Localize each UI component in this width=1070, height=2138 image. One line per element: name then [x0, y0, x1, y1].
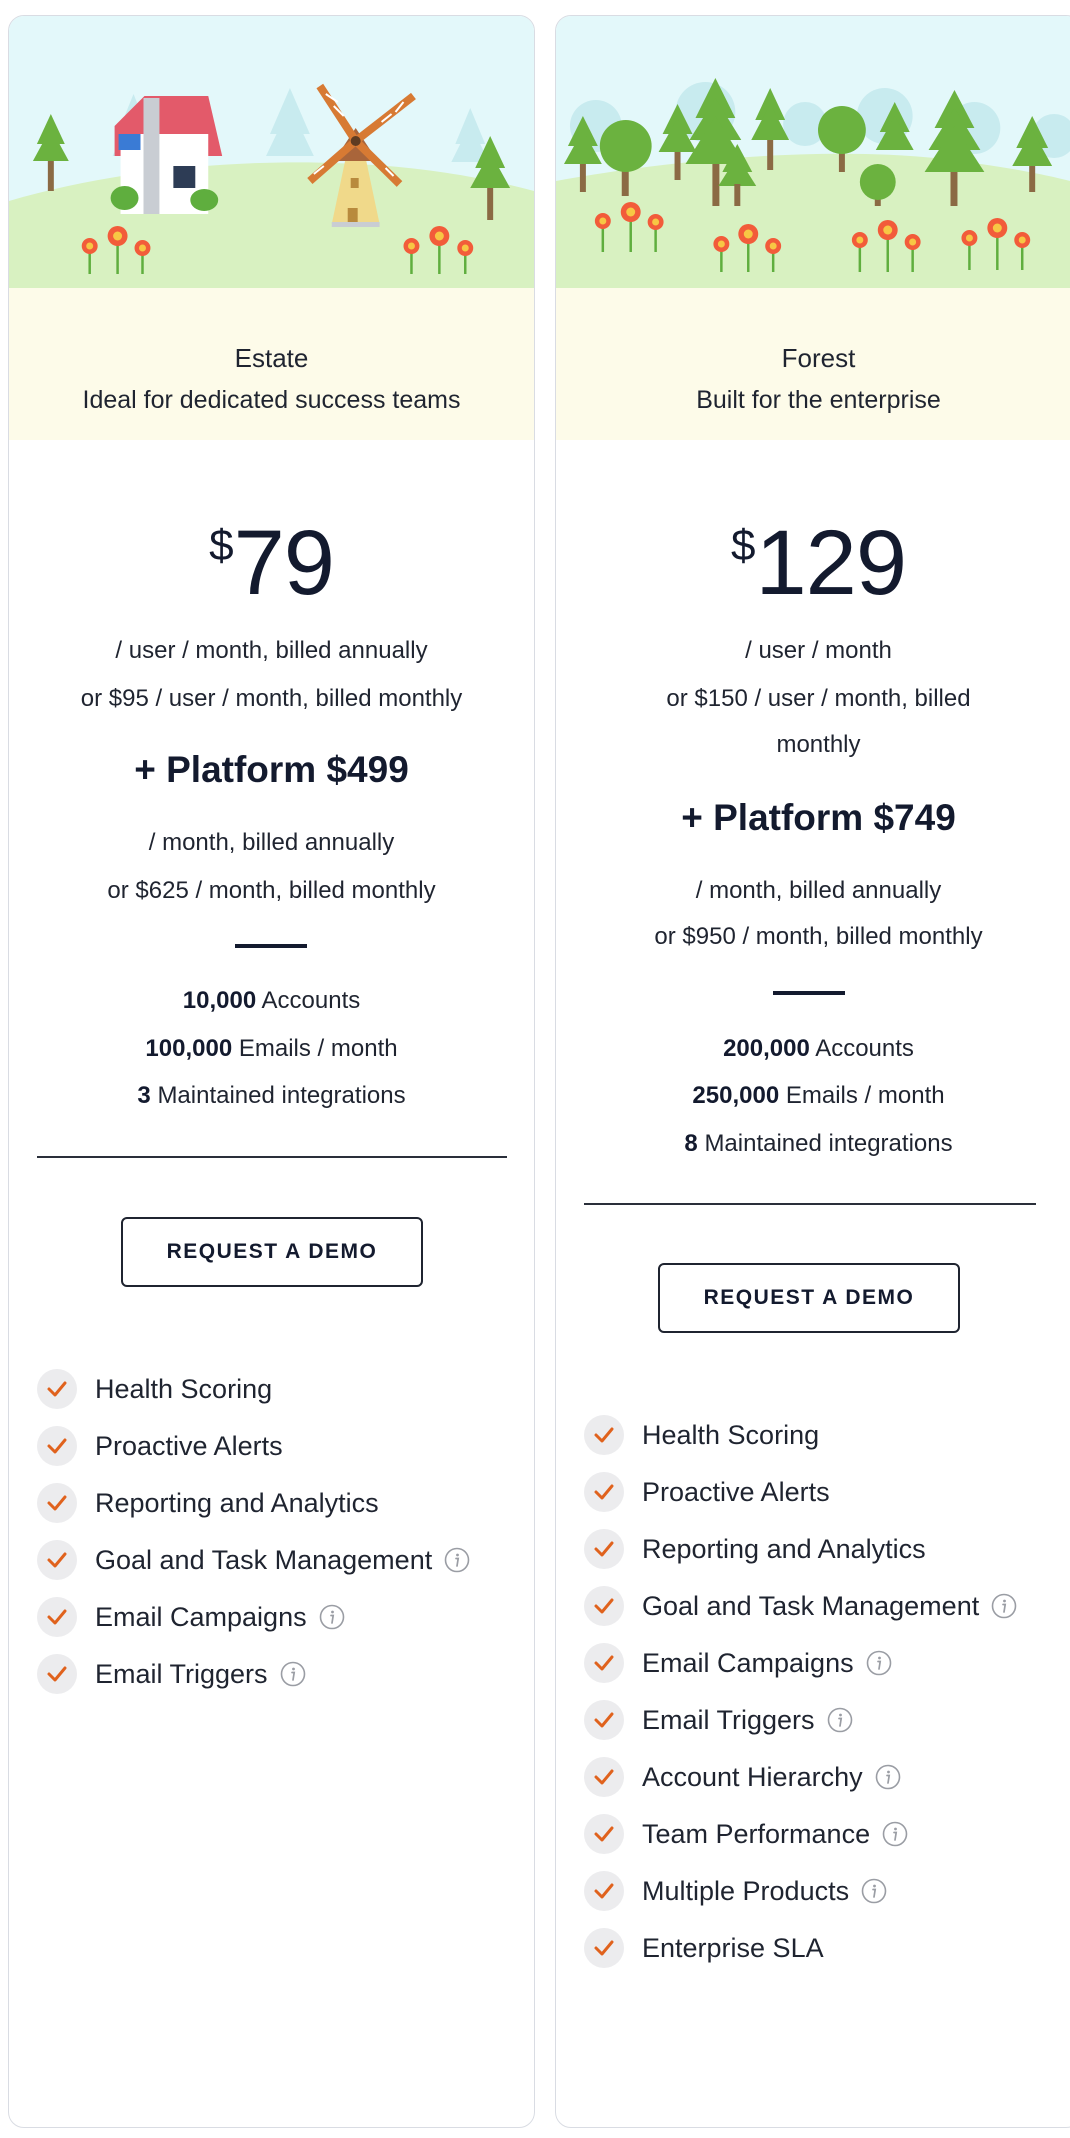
price-amount: 79 — [233, 512, 334, 614]
plan-name: Forest — [781, 343, 856, 373]
plan-price — [556, 511, 1070, 616]
stat-integrations: 3 Maintained integrations — [137, 1082, 406, 1109]
request-demo-button[interactable]: REQUEST A DEMO — [658, 1263, 960, 1333]
section-divider-short — [235, 944, 307, 948]
price-amount: 129 — [755, 512, 906, 614]
price-currency: $ — [731, 521, 756, 570]
feature-item — [584, 1698, 853, 1742]
stat-emails: 250,000 Emails / month — [692, 1082, 945, 1109]
feature-item — [584, 1527, 926, 1571]
check-icon — [584, 1757, 624, 1797]
check-icon — [37, 1540, 77, 1580]
feature-item — [584, 1641, 892, 1685]
section-divider-short — [773, 991, 845, 995]
check-icon — [584, 1928, 624, 1968]
check-icon — [37, 1597, 77, 1637]
feature-label: Goal and Task Management — [642, 1590, 980, 1621]
platform-price: + Platform $749 — [681, 797, 956, 838]
feature-label: Email Triggers — [642, 1704, 815, 1735]
feature-item — [37, 1595, 345, 1639]
section-divider — [584, 1203, 1036, 1205]
feature-item — [584, 1812, 908, 1856]
stat-emails: 100,000 Emails / month — [145, 1035, 398, 1062]
price-billing-annual: / user / month — [745, 637, 892, 664]
feature-item — [584, 1869, 887, 1913]
feature-item — [584, 1755, 901, 1799]
feature-item — [584, 1926, 824, 1970]
platform-billing-monthly: or $625 / month, billed monthly — [107, 877, 436, 904]
feature-label: Health Scoring — [95, 1373, 273, 1404]
info-icon[interactable] — [861, 1878, 887, 1904]
feature-label: Team Performance — [642, 1818, 871, 1849]
platform-billing-annual: / month, billed annually — [148, 829, 395, 856]
request-demo-button[interactable]: REQUEST A DEMO — [121, 1217, 423, 1287]
check-icon — [37, 1483, 77, 1523]
price-currency: $ — [209, 521, 234, 570]
feature-label: Proactive Alerts — [95, 1430, 283, 1461]
plan-tagline: Built for the enterprise — [696, 386, 941, 414]
feature-item — [584, 1584, 1017, 1628]
plan-price — [9, 511, 534, 616]
info-icon[interactable] — [882, 1821, 908, 1847]
feature-label: Email Campaigns — [95, 1601, 307, 1632]
feature-label: Multiple Products — [642, 1875, 850, 1906]
info-icon[interactable] — [991, 1593, 1017, 1619]
feature-label: Email Campaigns — [642, 1647, 854, 1678]
stat-integrations: 8 Maintained integrations — [684, 1130, 953, 1157]
feature-item — [37, 1652, 306, 1696]
check-icon — [584, 1700, 624, 1740]
plan-card-forest — [555, 15, 1070, 2128]
feature-item — [37, 1538, 470, 1582]
feature-label: Health Scoring — [642, 1419, 820, 1450]
check-icon — [584, 1643, 624, 1683]
feature-label: Proactive Alerts — [642, 1476, 830, 1507]
check-icon — [37, 1369, 77, 1409]
feature-item — [37, 1481, 379, 1525]
info-icon[interactable] — [827, 1707, 853, 1733]
plan-name: Estate — [234, 343, 309, 373]
feature-item — [584, 1413, 819, 1457]
price-billing-monthly: or $150 / user / month, billed — [666, 685, 971, 712]
platform-billing-annual: / month, billed annually — [695, 877, 942, 904]
info-icon[interactable] — [875, 1764, 901, 1790]
platform-billing-monthly: or $950 / month, billed monthly — [654, 923, 983, 950]
feature-label: Email Triggers — [95, 1658, 268, 1689]
check-icon — [37, 1654, 77, 1694]
feature-label: Enterprise SLA — [642, 1932, 824, 1963]
plan-tagline: Ideal for dedicated success teams — [82, 386, 461, 414]
feature-item — [37, 1367, 272, 1411]
feature-label: Account Hierarchy — [642, 1761, 863, 1792]
platform-price: + Platform $499 — [134, 749, 409, 790]
check-icon — [584, 1586, 624, 1626]
info-icon[interactable] — [444, 1547, 470, 1573]
feature-item — [584, 1470, 830, 1514]
forest-illustration — [556, 16, 1070, 288]
stat-accounts: 10,000 Accounts — [182, 987, 361, 1014]
info-icon[interactable] — [866, 1650, 892, 1676]
price-billing-monthly-cont: monthly — [776, 731, 861, 758]
feature-label: Reporting and Analytics — [95, 1487, 379, 1518]
info-icon[interactable] — [280, 1661, 306, 1687]
stat-accounts: 200,000 Accounts — [723, 1035, 914, 1062]
check-icon — [584, 1871, 624, 1911]
feature-item — [37, 1424, 283, 1468]
check-icon — [584, 1472, 624, 1512]
check-icon — [37, 1426, 77, 1466]
tier-header — [9, 288, 534, 440]
section-divider — [37, 1156, 507, 1158]
tier-header — [556, 288, 1070, 440]
info-icon[interactable] — [319, 1604, 345, 1630]
check-icon — [584, 1814, 624, 1854]
estate-illustration — [9, 16, 534, 288]
price-billing-monthly: or $95 / user / month, billed monthly — [80, 685, 463, 712]
feature-label: Reporting and Analytics — [642, 1533, 926, 1564]
plan-card-estate — [8, 15, 535, 2128]
check-icon — [584, 1529, 624, 1569]
feature-label: Goal and Task Management — [95, 1544, 433, 1575]
check-icon — [584, 1415, 624, 1455]
price-billing-annual: / user / month, billed annually — [115, 637, 428, 664]
